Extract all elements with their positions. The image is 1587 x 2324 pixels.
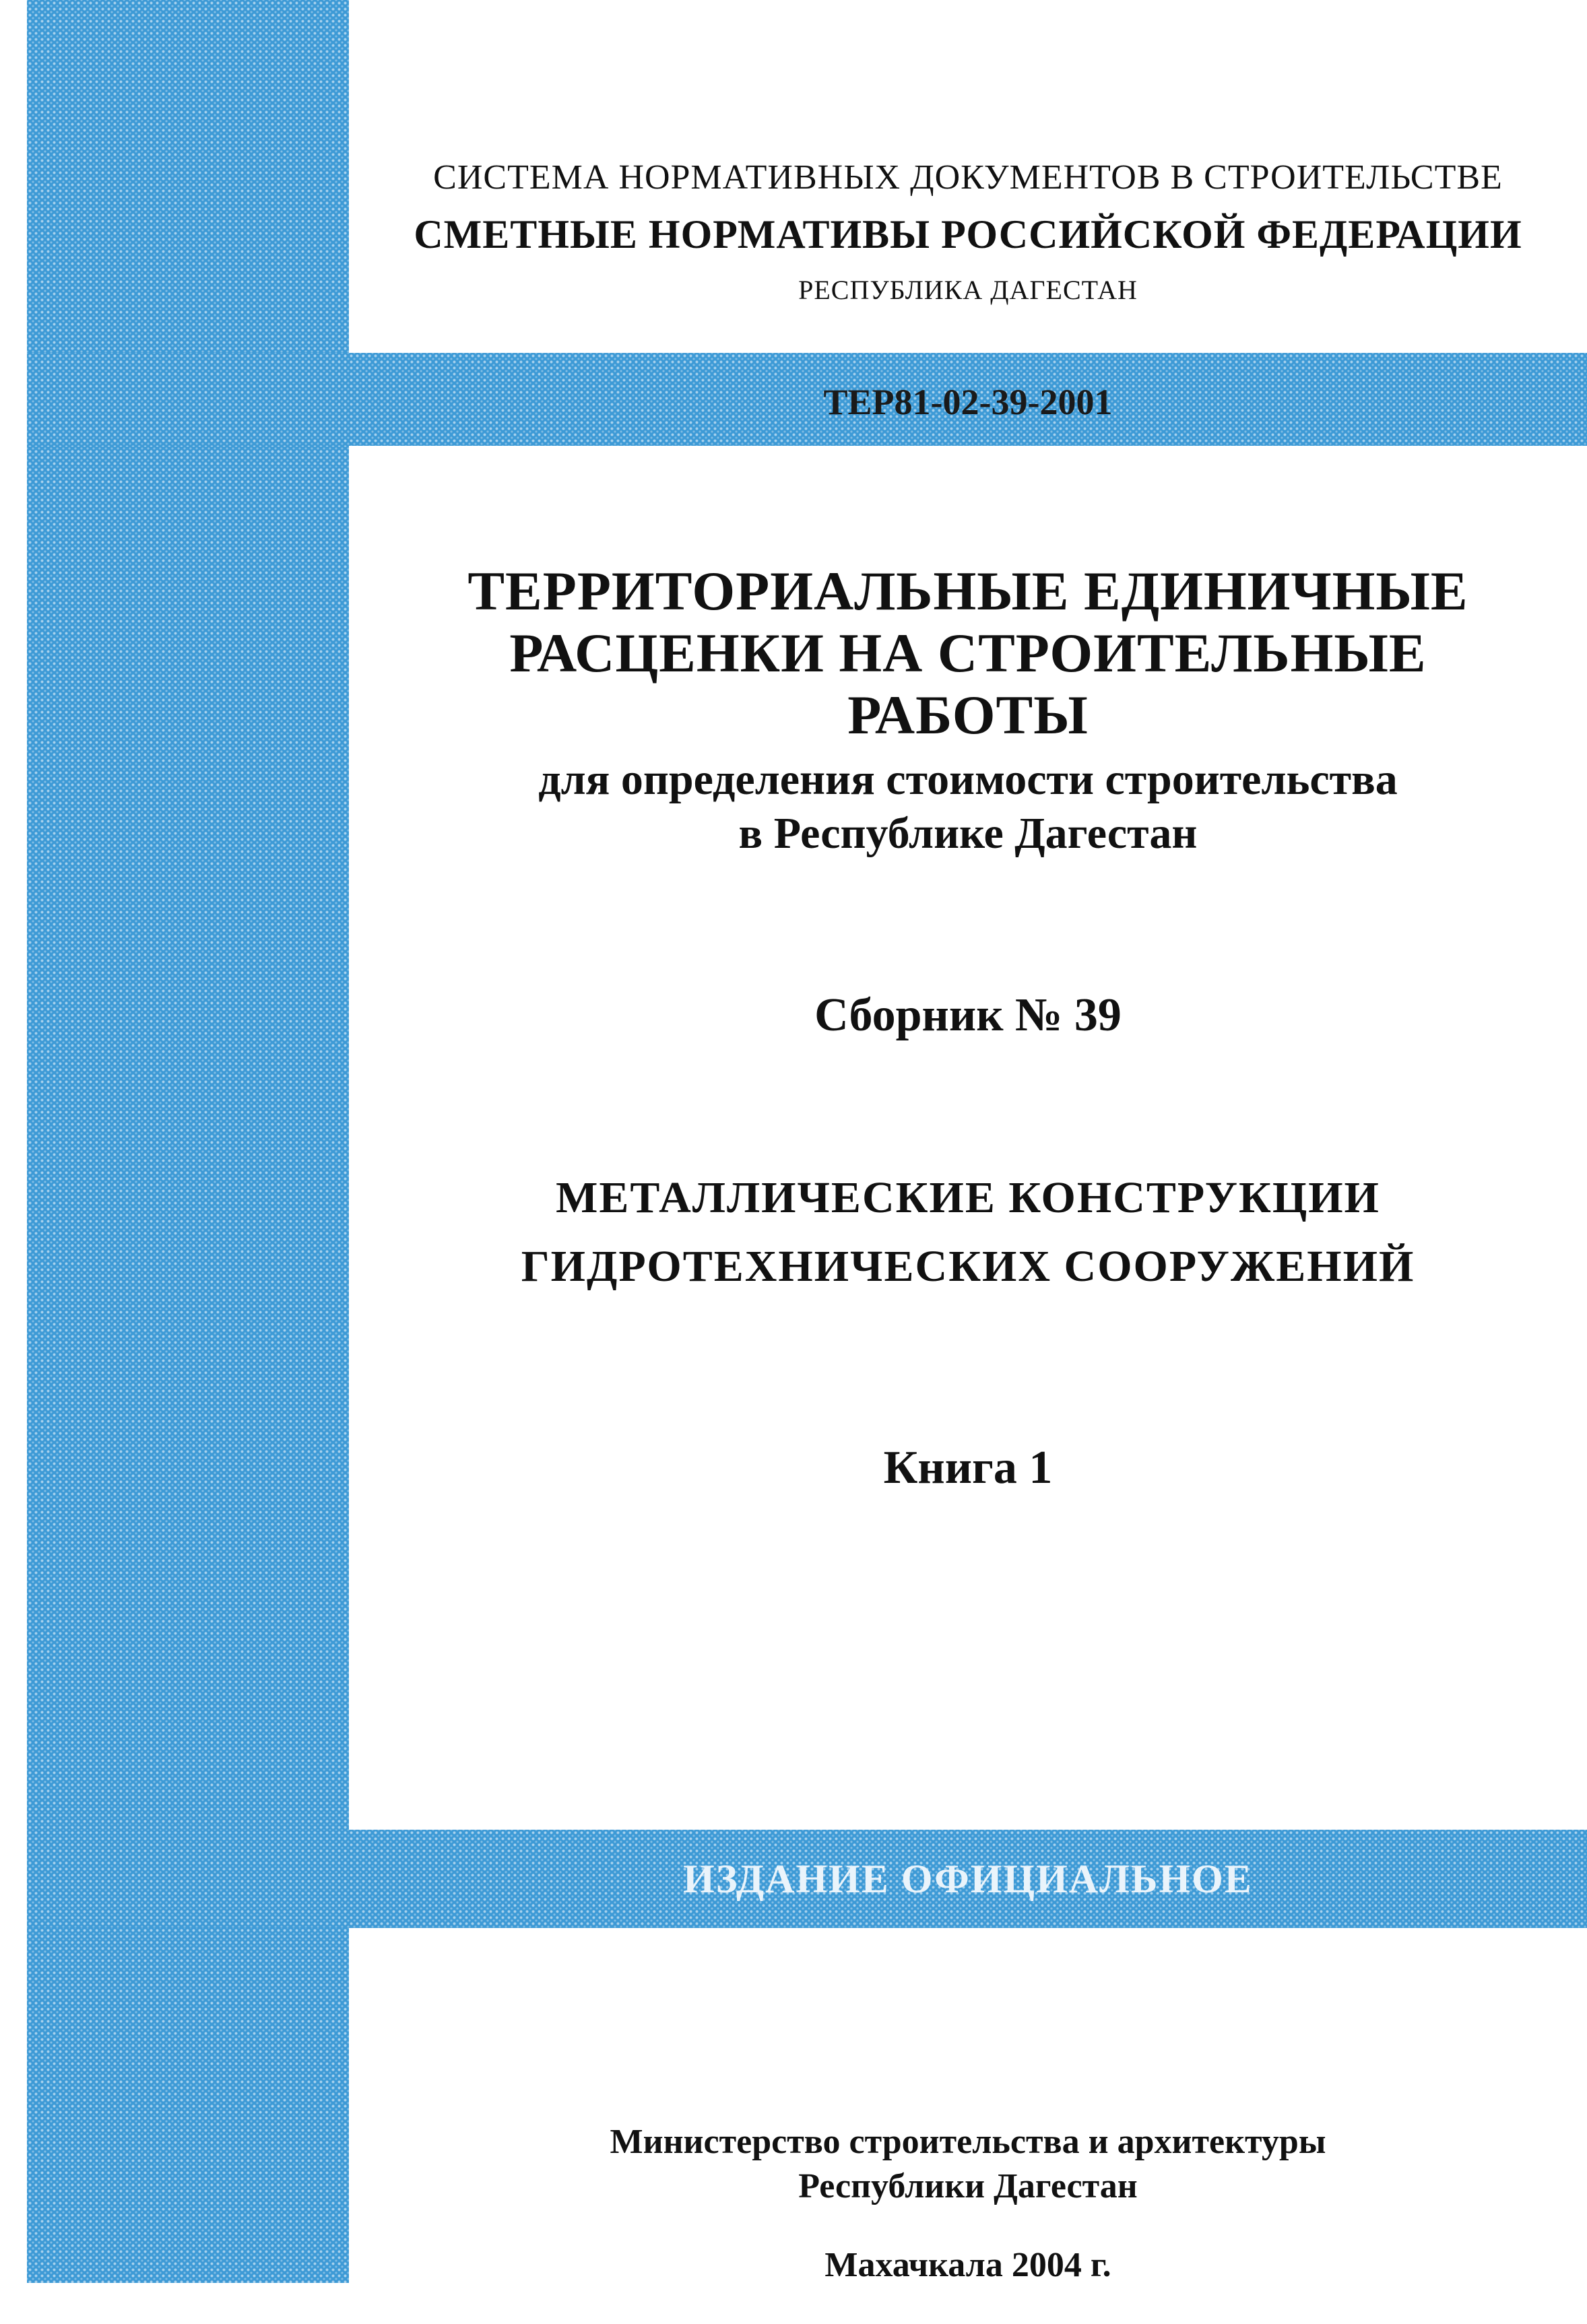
collection-number: Сборник № 39: [814, 989, 1122, 1041]
publisher-line: Республики Дагестан: [798, 2167, 1138, 2205]
document-title: [349, 560, 1587, 746]
publisher: [349, 2120, 1587, 2209]
section-title: [349, 1164, 1587, 1301]
document-code: ТЕР81-02-39-2001: [823, 382, 1113, 422]
subtitle-line: для определения стоимости строительства: [538, 755, 1398, 804]
section-line: ГИДРОТЕХНИЧЕСКИХ СООРУЖЕНИЙ: [521, 1242, 1415, 1291]
title-line: ТЕРРИТОРИАЛЬНЫЕ ЕДИНИЧНЫЕ: [467, 560, 1468, 622]
blue-halftone-column: [27, 0, 349, 2283]
official-edition-label: ИЗДАНИЕ ОФИЦИАЛЬНОЕ: [683, 1857, 1253, 1901]
publisher-line: Министерство строительства и архитектуры: [610, 2123, 1326, 2161]
title-line: РАСЦЕНКИ НА СТРОИТЕЛЬНЫЕ: [509, 622, 1427, 684]
subtitle-line: в Республике Дагестан: [738, 809, 1198, 858]
region-heading: РЕСПУБЛИКА ДАГЕСТАН: [798, 275, 1138, 305]
document-subtitle: [349, 753, 1587, 861]
section-line: МЕТАЛЛИЧЕСКИЕ КОНСТРУКЦИИ: [556, 1173, 1380, 1222]
book-number: Книга 1: [883, 1442, 1053, 1494]
series-heading: СИСТЕМА НОРМАТИВНЫХ ДОКУМЕНТОВ В СТРОИТЕЛЬСТВЕ: [433, 158, 1503, 197]
title-line: РАБОТЫ: [847, 684, 1089, 745]
city-year: Махачкала 2004 г.: [824, 2246, 1111, 2284]
norms-heading: СМЕТНЫЕ НОРМАТИВЫ РОССИЙСКОЙ ФЕДЕРАЦИИ: [414, 212, 1522, 257]
